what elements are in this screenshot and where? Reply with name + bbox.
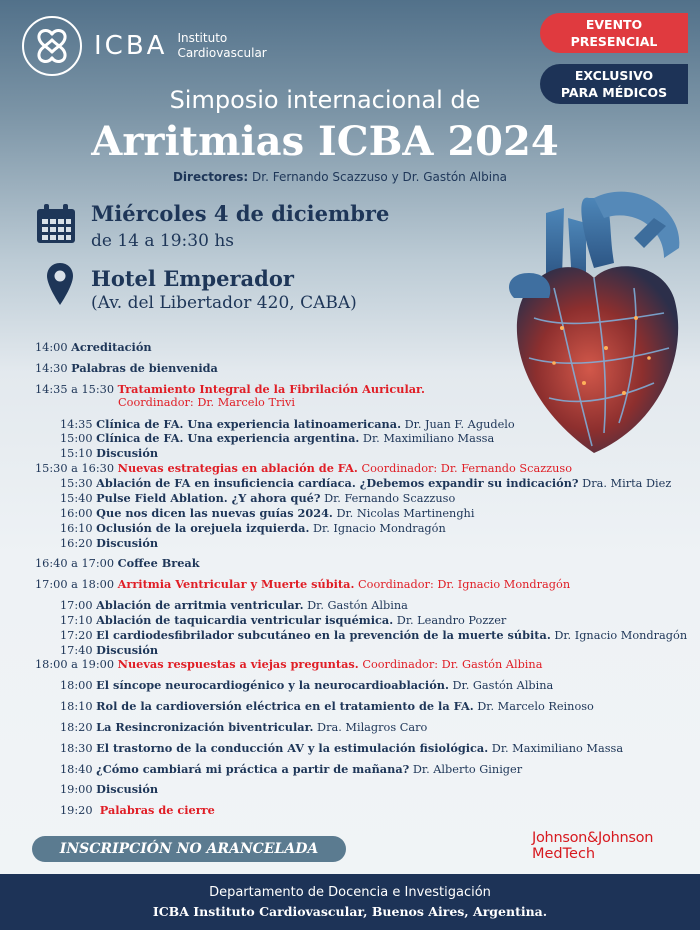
sponsor-logo: Johnson&Johnson MedTech <box>532 830 654 862</box>
program-section-header: 14:35 a 15:30 Tratamiento Integral de la Fibrilación Auricular. <box>35 382 425 396</box>
heart-illustration <box>494 178 694 462</box>
program-item: 14:30 Palabras de bienvenida <box>35 361 218 375</box>
heart-logo-icon <box>22 16 82 76</box>
program-item: 18:20 La Resincronización biventricular. Dra. Milagros Caro <box>60 720 428 734</box>
program-item: 15:30 Ablación de FA en insuficiencia cardíaca. ¿Debemos expandir su indicación? Dra. Mirta Diez <box>60 476 672 490</box>
event-subtitle: Simposio internacional de <box>169 86 481 114</box>
program-item-closing: 19:20 Palabras de cierre <box>60 803 215 817</box>
audience-badge: EXCLUSIVO PARA MÉDICOS <box>540 64 688 104</box>
brand-subtitle: Instituto Cardiovascular <box>177 31 267 60</box>
program-item: 16:10 Oclusión de la orejuela izquierda. Dr. Ignacio Mondragón <box>60 521 446 535</box>
program-item: 16:40 a 17:00 Coffee Break <box>35 556 200 570</box>
program-item: 19:00 Discusión <box>60 782 159 796</box>
event-title: Arritmias ICBA 2024 <box>91 118 559 165</box>
event-type-badge: EVENTO PRESENCIAL <box>540 13 688 53</box>
calendar-icon <box>35 204 77 248</box>
footer <box>0 874 700 930</box>
registration-button[interactable]: INSCRIPCIÓN NO ARANCELADA <box>32 836 346 862</box>
footer-department: Departamento de Docencia e Investigación <box>209 885 491 900</box>
venue-name: Hotel Emperador <box>91 266 294 291</box>
footer-institution: ICBA Instituto Cardiovascular, Buenos Aires, Argentina. <box>152 904 548 919</box>
brand-name: ICBA <box>94 31 168 61</box>
venue-address: (Av. del Libertador 420, CABA) <box>91 293 357 313</box>
event-time: de 14 a 19:30 hs <box>91 231 234 251</box>
program-item: 14:35 Clínica de FA. Una experiencia latinoamericana. Dr. Juan F. Agudelo <box>60 417 515 431</box>
program-item: 15:10 Discusión <box>60 446 159 460</box>
program-section-header: 17:00 a 18:00 Arritmia Ventricular y Muerte súbita. Coordinador: Dr. Ignacio Mondragón <box>35 577 571 591</box>
program-section-header: 18:00 a 19:00 Nuevas respuestas a viejas preguntas. Coordinador: Dr. Gastón Albina <box>35 657 543 671</box>
program-item: 16:20 Discusión <box>60 536 159 550</box>
program-item: 18:40 ¿Cómo cambiará mi práctica a partir de mañana? Dr. Alberto Giniger <box>60 762 523 776</box>
program-item: 15:00 Clínica de FA. Una experiencia argentina. Dr. Maximiliano Massa <box>60 431 495 445</box>
program-item: 17:20 El cardiodesfibrilador subcutáneo en la prevención de la muerte súbita. Dr. Ignacio Mondragón <box>60 628 688 642</box>
program-item: 17:00 Ablación de arritmia ventricular. Dr. Gastón Albina <box>60 598 408 612</box>
location-pin-icon <box>46 262 74 310</box>
directors-line: Directores: Dr. Fernando Scazzuso y Dr. Gastón Albina <box>172 170 508 184</box>
program-item: 17:40 Discusión <box>60 643 159 657</box>
program-section-header: 15:30 a 16:30 Nuevas estrategias en ablación de FA. Coordinador: Dr. Fernando Scazzuso <box>35 461 572 475</box>
program-item: 14:00 Acreditación <box>35 340 152 354</box>
program-item: 16:00 Que nos dicen las nuevas guías 2024. Dr. Nicolas Martinenghi <box>60 506 475 520</box>
program-item: 18:30 El trastorno de la conducción AV y la estimulación fisiológica. Dr. Maximiliano Massa <box>60 741 624 755</box>
program-item: 15:40 Pulse Field Ablation. ¿Y ahora qué? Dr. Fernando Scazzuso <box>60 491 456 505</box>
program-item: 18:00 El síncope neurocardiogénico y la neurocardioablación. Dr. Gastón Albina <box>60 678 554 692</box>
section-coordinator: Coordinador: Dr. Marcelo Trivi <box>118 396 295 409</box>
program-item: 17:10 Ablación de taquicardia ventricular isquémica. Dr. Leandro Pozzer <box>60 613 507 627</box>
program-item: 18:10 Rol de la cardioversión eléctrica en el tratamiento de la FA. Dr. Marcelo Reinoso <box>60 699 594 713</box>
icba-logo <box>22 16 267 76</box>
event-date: Miércoles 4 de diciembre <box>91 201 390 226</box>
